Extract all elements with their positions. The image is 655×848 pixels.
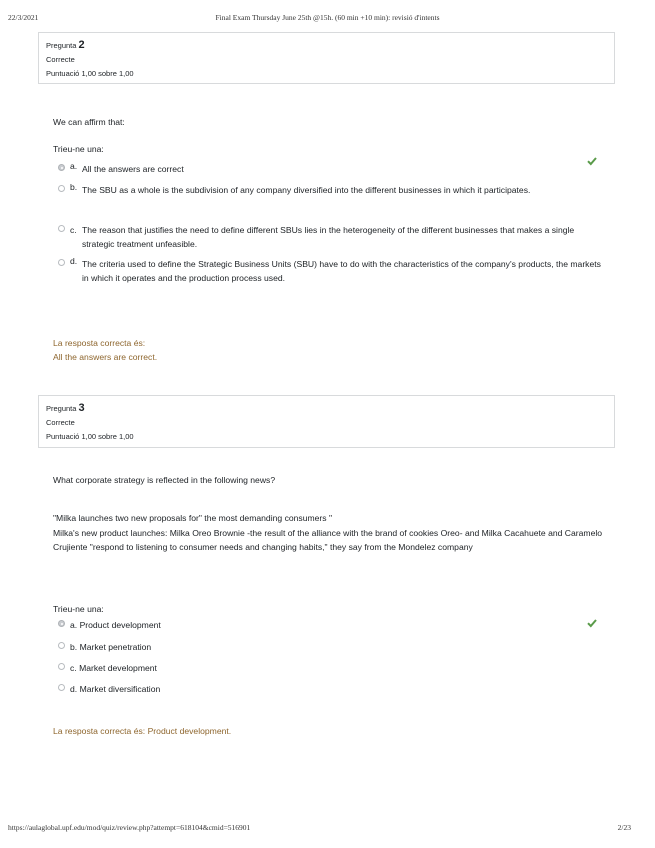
question-2-info <box>38 32 615 84</box>
question-3-option-c[interactable] <box>58 661 618 675</box>
radio-icon[interactable] <box>58 259 65 266</box>
option-text: b. Market penetration <box>70 642 152 652</box>
page-number: 2/23 <box>617 823 631 832</box>
option-letter: c. <box>70 225 77 235</box>
radio-icon[interactable] <box>58 642 65 649</box>
question-3-number: Pregunta 3 <box>46 402 85 414</box>
question-3-option-b[interactable] <box>58 640 618 654</box>
option-text: The SBU as a whole is the subdivision of any company diversified into the different businesses in which it participates. <box>82 185 531 195</box>
question-3-feedback: La resposta correcta és: Product development. <box>53 726 232 736</box>
question-2-option-a[interactable] <box>58 162 618 176</box>
option-text: The criteria used to define the Strategic Business Units (SBU) have to do with the characteristics of the company's products, the markets in which it operates and the production process used. <box>82 259 601 283</box>
question-2-grade: Puntuació 1,00 sobre 1,00 <box>46 69 134 78</box>
radio-icon[interactable] <box>58 164 65 171</box>
option-text: The reason that justifies the need to define different SBUs lies in the heterogeneity of the different businesses that makes a single strategic treatment unfeasible. <box>82 225 575 249</box>
news-body: Milka's new product launches: Milka Oreo Brownie -the result of the alliance with the brand of cookies Oreo- and Milka Cacahuete and Caramelo Crujiente "respond to listening to consumer needs and changing habits," they say from the Mondelez company <box>53 528 603 552</box>
question-2-number: Pregunta 2 <box>46 39 85 51</box>
print-url: https://aulaglobal.upf.edu/mod/quiz/review.php?attempt=618104&cmid=516901 <box>8 823 251 832</box>
question-3-grade: Puntuació 1,00 sobre 1,00 <box>46 432 134 441</box>
radio-icon[interactable] <box>58 620 65 627</box>
question-2-option-d[interactable] <box>58 257 618 285</box>
question-3-option-a[interactable] <box>58 618 618 632</box>
feedback-answer: All the answers are correct. <box>53 352 158 362</box>
question-2-feedback <box>53 336 157 364</box>
option-letter: a. <box>70 161 78 171</box>
check-icon <box>587 156 597 166</box>
option-letter: b. <box>70 182 78 192</box>
question-3-info <box>38 395 615 448</box>
check-icon <box>587 618 597 628</box>
option-letter: d. <box>70 256 78 266</box>
radio-icon[interactable] <box>58 185 65 192</box>
question-2-option-b[interactable] <box>58 183 618 197</box>
radio-icon[interactable] <box>58 663 65 670</box>
option-text: a. Product development <box>70 620 161 630</box>
feedback-label: La resposta correcta és: <box>53 338 146 348</box>
question-3-state: Correcte <box>46 418 75 427</box>
question-2-option-c[interactable] <box>58 223 618 251</box>
news-title: "Milka launches two new proposals for" the most demanding consumers " <box>53 513 333 523</box>
question-3-prompt: Trieu-ne una: <box>53 604 104 614</box>
print-title: Final Exam Thursday June 25th @15h. (60 min +10 min): revisió d'intents <box>215 13 440 22</box>
option-text: d. Market diversification <box>70 684 161 694</box>
question-2-text: We can affirm that: <box>53 117 125 127</box>
radio-icon[interactable] <box>58 225 65 232</box>
radio-icon[interactable] <box>58 684 65 691</box>
question-3-text: What corporate strategy is reflected in the following news? <box>53 475 276 485</box>
option-text: All the answers are correct <box>82 164 184 174</box>
question-2-state: Correcte <box>46 55 75 64</box>
question-2-prompt: Trieu-ne una: <box>53 144 104 154</box>
question-3-option-d[interactable] <box>58 682 618 696</box>
print-date: 22/3/2021 <box>8 13 39 22</box>
option-text: c. Market development <box>70 663 157 673</box>
